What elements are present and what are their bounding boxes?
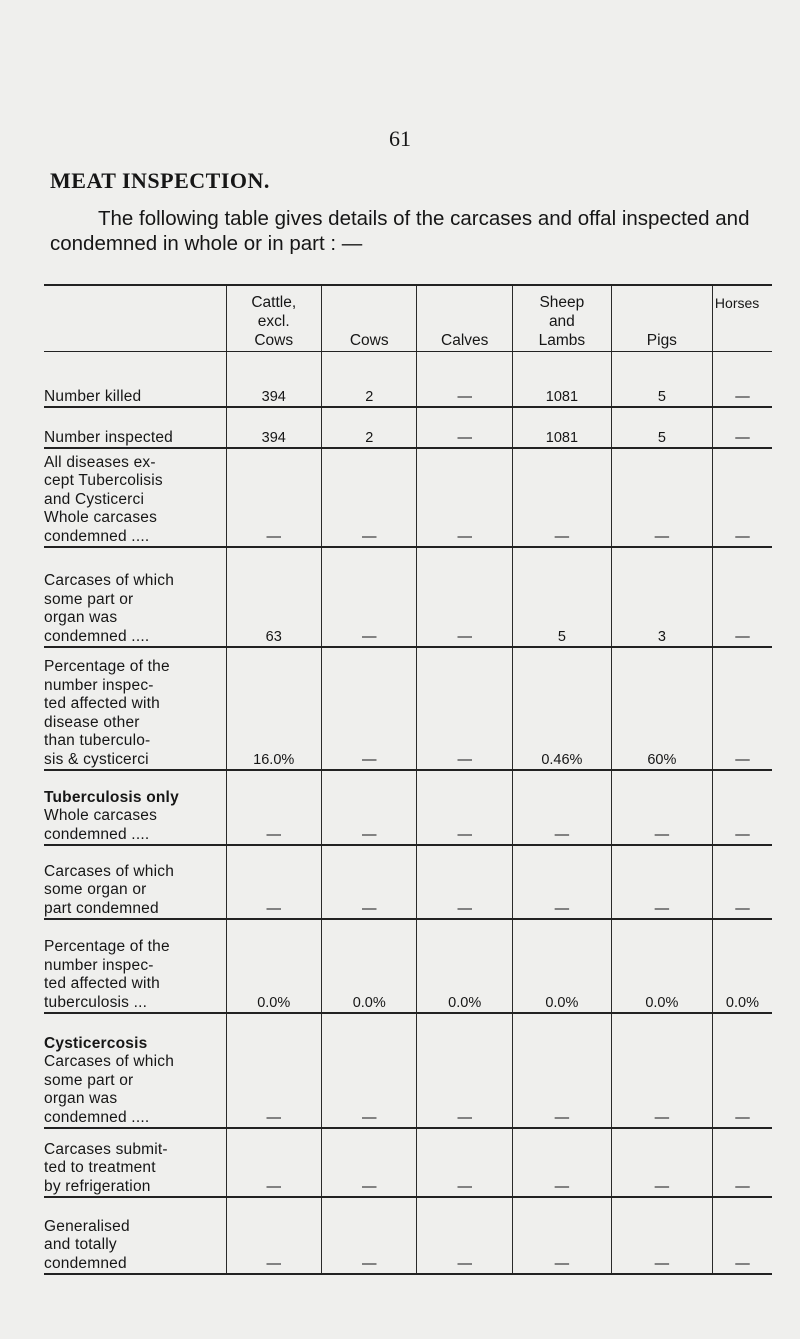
column-header-line: Pigs	[646, 332, 677, 349]
table-cell-cows: —	[321, 448, 416, 547]
table-cell-cattle: —	[226, 770, 321, 845]
table-cell-pigs: —	[611, 1197, 712, 1274]
table-cell-cows: —	[321, 770, 416, 845]
table-cell-cows: —	[321, 1197, 416, 1274]
table-cell-pigs: 60%	[611, 647, 712, 770]
table-cell-calves: —	[417, 647, 512, 770]
table-cell-cattle: 0.0%	[226, 919, 321, 1013]
meat-inspection-table-container	[44, 284, 772, 1275]
table-cell-calves: —	[417, 352, 512, 408]
table-cell-sheep-lambs: —	[512, 845, 611, 919]
row-label-line: organ was	[44, 1090, 118, 1107]
table-cell-sheep-lambs: 1081	[512, 352, 611, 408]
table-cell-cows: —	[321, 1128, 416, 1197]
table-cell-calves: —	[417, 448, 512, 547]
row-label-line: number inspec-	[44, 956, 154, 974]
row-label	[44, 845, 226, 919]
table-cell-horses: —	[712, 352, 772, 408]
table-cell-horses: —	[712, 647, 772, 770]
table-cell-cows: —	[321, 547, 416, 647]
row-label	[44, 448, 226, 547]
row-label-line: All diseases ex-	[44, 453, 156, 471]
table-row	[44, 352, 772, 408]
table-cell-cows: —	[321, 1013, 416, 1128]
column-header-line: Cows	[349, 332, 389, 349]
table-cell-sheep-lambs: —	[512, 1197, 611, 1274]
table-cell-pigs: 3	[611, 547, 712, 647]
table-body	[44, 352, 772, 1275]
row-label-line: some part or	[44, 1071, 134, 1089]
column-header-calves	[417, 285, 512, 352]
table-row	[44, 1128, 772, 1197]
row-label-line: part condemned	[44, 899, 159, 917]
row-label	[44, 1013, 226, 1128]
column-header-pigs	[611, 285, 712, 352]
column-header-cows	[321, 285, 416, 352]
column-header-line: Sheep	[539, 294, 585, 311]
row-label-line: ted affected with	[44, 695, 160, 712]
table-row	[44, 547, 772, 647]
table-row	[44, 448, 772, 547]
table-cell-horses: —	[712, 1128, 772, 1197]
column-header-line: and	[548, 313, 575, 330]
row-label-line: condemned ....	[44, 1108, 150, 1126]
table-cell-sheep-lambs: —	[512, 448, 611, 547]
table-cell-calves: —	[417, 1013, 512, 1128]
table-cell-sheep-lambs: —	[512, 1013, 611, 1128]
table-cell-sheep-lambs: 0.46%	[512, 647, 611, 770]
row-label	[44, 770, 226, 845]
row-label-line: Number killed	[44, 387, 142, 405]
row-label-line: number inspec-	[44, 676, 154, 694]
table-cell-horses: —	[712, 448, 772, 547]
row-label-line: Generalised	[44, 1217, 130, 1235]
row-label-line: Whole carcases	[44, 807, 158, 824]
row-label-line: Percentage of the	[44, 938, 170, 955]
meat-inspection-table	[44, 284, 772, 1275]
table-cell-horses: —	[712, 1013, 772, 1128]
table-cell-cows: 0.0%	[321, 919, 416, 1013]
page-number: 61	[389, 126, 411, 151]
row-label-line: Carcases of which	[44, 1053, 175, 1070]
table-cell-cattle: —	[226, 1128, 321, 1197]
intro-paragraph: The following table gives details of the carcases and offal inspected and condemned in whole or in part : —	[50, 207, 750, 255]
table-cell-cows: 2	[321, 407, 416, 448]
column-header-horses	[712, 285, 772, 352]
row-label-line: than tuberculo-	[44, 732, 151, 749]
table-row	[44, 407, 772, 448]
table-cell-calves: —	[417, 1128, 512, 1197]
row-label-line: ted to treatment	[44, 1159, 156, 1176]
row-label-line: tuberculosis ...	[44, 993, 148, 1011]
table-cell-calves: —	[417, 770, 512, 845]
table-cell-cattle: 394	[226, 352, 321, 408]
table-row	[44, 1197, 772, 1274]
row-label-heading: Cysticercosis	[44, 1034, 148, 1052]
table-row	[44, 647, 772, 770]
row-label-line: cept Tubercolisis	[44, 472, 163, 489]
table-cell-pigs: —	[611, 1128, 712, 1197]
table-cell-horses: —	[712, 1197, 772, 1274]
table-cell-cattle: —	[226, 1197, 321, 1274]
row-label-line: by refrigeration	[44, 1177, 151, 1195]
row-label	[44, 919, 226, 1013]
table-cell-horses: —	[712, 547, 772, 647]
row-label	[44, 352, 226, 408]
table-cell-pigs: —	[611, 845, 712, 919]
section-title: MEAT INSPECTION.	[50, 168, 270, 193]
table-cell-sheep-lambs: —	[512, 1128, 611, 1197]
table-row	[44, 770, 772, 845]
table-row	[44, 845, 772, 919]
table-row	[44, 1013, 772, 1128]
table-cell-cattle: 63	[226, 547, 321, 647]
row-label-line: disease other	[44, 713, 140, 731]
row-label-line: condemned ....	[44, 825, 150, 843]
row-label	[44, 547, 226, 647]
row-label-line: Carcases of which	[44, 572, 175, 589]
row-label-line: Percentage of the	[44, 658, 170, 675]
column-header-sheep-lambs	[512, 285, 611, 352]
header-label-spacer	[44, 285, 226, 352]
row-label-line: condemned	[44, 1254, 127, 1272]
table-cell-horses: 0.0%	[712, 919, 772, 1013]
table-cell-cattle: —	[226, 1013, 321, 1128]
table-cell-pigs: 5	[611, 352, 712, 408]
row-label-line: condemned ....	[44, 527, 150, 545]
row-label-line: sis & cysticerci	[44, 750, 149, 768]
row-label-line: Number inspected	[44, 428, 173, 446]
row-label-line: some organ or	[44, 881, 147, 898]
table-cell-horses: —	[712, 770, 772, 845]
table-cell-cows: 2	[321, 352, 416, 408]
row-label-line: Whole carcases	[44, 509, 158, 526]
table-cell-pigs: 0.0%	[611, 919, 712, 1013]
row-label-line: condemned ....	[44, 627, 150, 645]
row-label-line: and totally	[44, 1236, 117, 1253]
row-label-line: ted affected with	[44, 975, 160, 992]
column-header-line: Cows	[254, 332, 294, 349]
table-cell-sheep-lambs: —	[512, 770, 611, 845]
row-label-line: and Cysticerci	[44, 490, 145, 508]
column-header-line: Calves	[441, 332, 489, 349]
row-label-line: Carcases of which	[44, 862, 175, 880]
row-label	[44, 407, 226, 448]
table-cell-calves: —	[417, 407, 512, 448]
table-cell-cows: —	[321, 845, 416, 919]
row-label-heading: Tuberculosis only	[44, 788, 179, 806]
table-row	[44, 919, 772, 1013]
table-cell-cows: —	[321, 647, 416, 770]
table-cell-pigs: —	[611, 448, 712, 547]
table-header-row	[44, 285, 772, 352]
table-cell-horses: —	[712, 407, 772, 448]
table-cell-calves: —	[417, 845, 512, 919]
table-cell-sheep-lambs: 1081	[512, 407, 611, 448]
table-cell-calves: —	[417, 547, 512, 647]
table-cell-calves: —	[417, 1197, 512, 1274]
table-cell-cattle: —	[226, 845, 321, 919]
row-label	[44, 1197, 226, 1274]
row-label-line: organ was	[44, 609, 118, 626]
column-header-line: Horses	[714, 295, 760, 311]
table-cell-pigs: —	[611, 770, 712, 845]
row-label	[44, 647, 226, 770]
column-header-line: Lambs	[538, 332, 586, 349]
table-cell-cattle: 394	[226, 407, 321, 448]
table-cell-horses: —	[712, 845, 772, 919]
row-label-line: Carcases submit-	[44, 1140, 168, 1158]
table-cell-cattle: 16.0%	[226, 647, 321, 770]
table-cell-calves: 0.0%	[417, 919, 512, 1013]
row-label	[44, 1128, 226, 1197]
table-cell-sheep-lambs: 5	[512, 547, 611, 647]
table-cell-sheep-lambs: 0.0%	[512, 919, 611, 1013]
column-header-line: Cattle,	[251, 294, 297, 311]
table-cell-cattle: —	[226, 448, 321, 547]
row-label-line: some part or	[44, 590, 134, 608]
table-cell-pigs: 5	[611, 407, 712, 448]
table-cell-pigs: —	[611, 1013, 712, 1128]
column-header-cattle	[226, 285, 321, 352]
column-header-line: excl.	[257, 313, 290, 330]
